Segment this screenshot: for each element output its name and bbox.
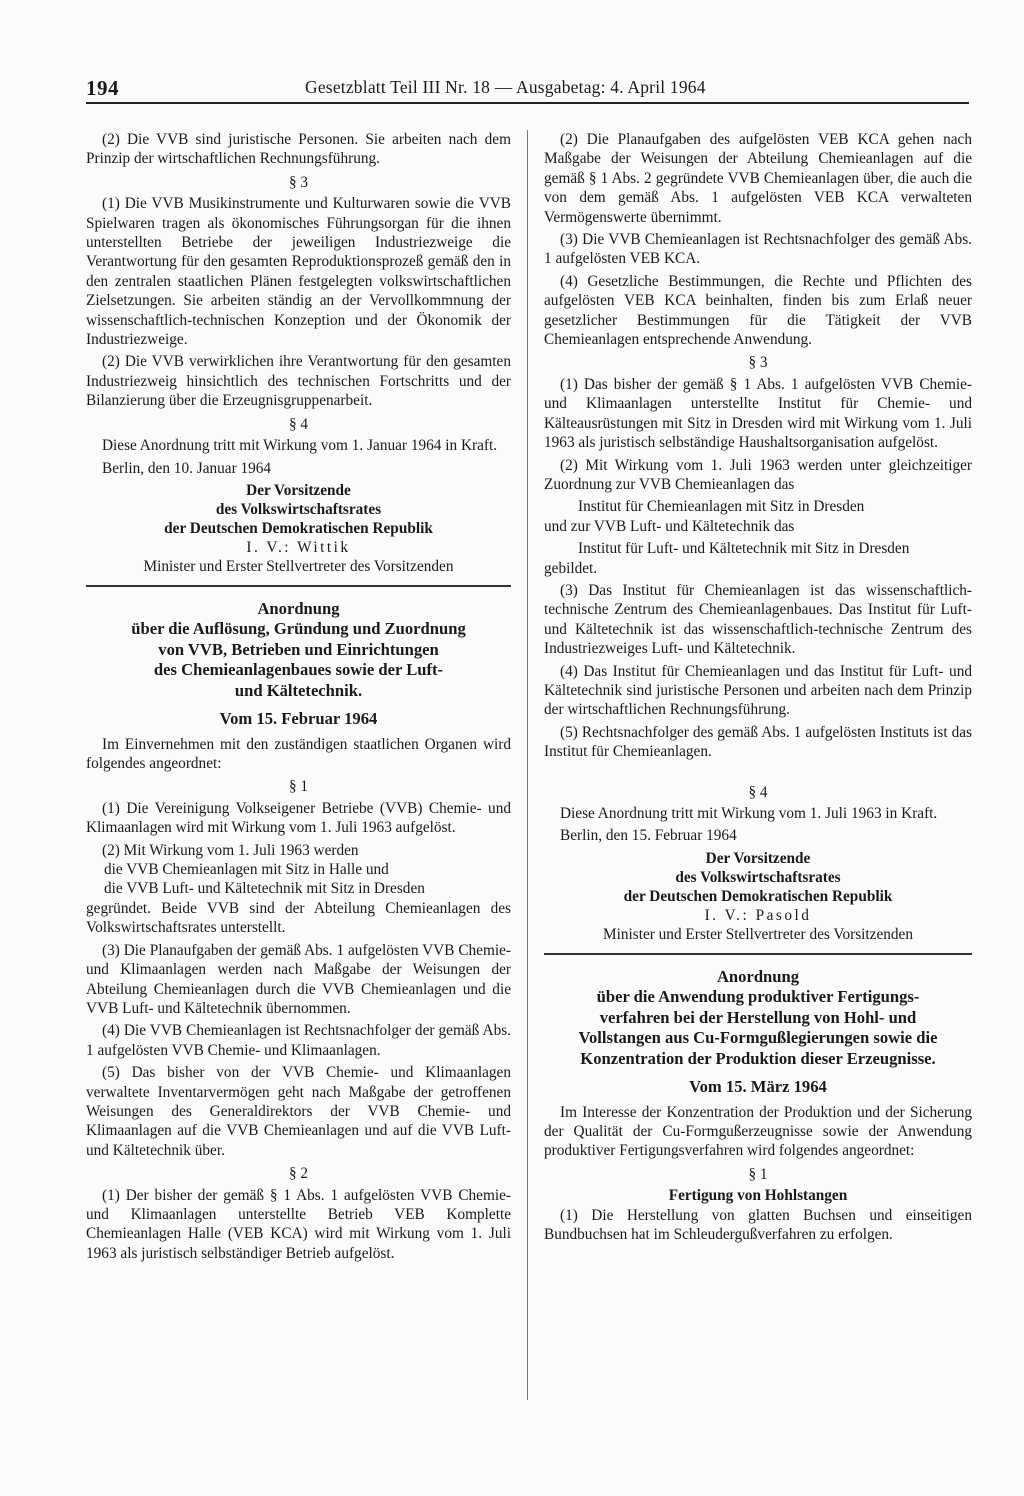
signature-line: der Deutschen Demokratischen Republik (623, 887, 893, 905)
place-date: Berlin, den 10. Januar 1964 (102, 459, 272, 477)
paragraph: gebildet. (544, 559, 598, 577)
page-number: 194 (86, 76, 119, 100)
signature-line: Der Vorsitzende (246, 481, 351, 499)
section-subheading: Fertigung von Hohlstangen (668, 1187, 848, 1205)
ordinance-title: über die Anwendung produktiver Fertigungs- (596, 987, 920, 1007)
indented-line: Institut für Luft- und Kältetechnik mit Sitz in Dresden (578, 540, 910, 558)
ordinance-title: und Kältetechnik. (234, 680, 363, 700)
paragraph: (4) Die VVB Chemieanlagen ist Rechtsnachfolger der gemäß Abs. 1 aufgelösten VVB Chemie- und Klimaanlagen. (86, 1022, 511, 1059)
paragraph: Diese Anordnung tritt mit Wirkung vom 1. Juli 1963 in Kraft. (560, 805, 938, 822)
ordinance-title: von VVB, Betrieben und Einrichtungen (158, 639, 439, 659)
signature-line: der Deutschen Demokratischen Republik (164, 519, 433, 537)
paragraph: (1) Die Herstellung von glatten Buchsen und einseitigen Bundbuchsen hat im Schleudergußverfahren zu erfolgen. (544, 1206, 972, 1243)
paragraph: Im Einvernehmen mit den zuständigen staatlichen Organen wird folgendes angeordnet: (86, 735, 511, 773)
paragraph: (3) Das Institut für Chemieanlagen ist das wissenschaftlich-technische Zentrum des Chemieanlagenbaues. Das Institut für Luft- und Kältetechnik ist das wissenschaftlich-technische Zentrum des Industriezweiges Luft- und Kältetechnik. (544, 581, 972, 658)
section-heading: § 1 (748, 1165, 768, 1183)
section-heading: § 4 (288, 415, 309, 433)
signature-line: des Volkswirtschaftsrates (215, 500, 382, 518)
ordinance-title: Anordnung (257, 598, 340, 618)
place-date: Berlin, den 15. Februar 1964 (560, 827, 737, 845)
paragraph: (5) Das bisher von der VVB Chemie- und Klimaanlagen verwaltete Inventarvermögen geht nach Maßgabe der getroffenen Weisungen des Generaldirektors der VVB Chemie- und Klimaanlagen auf die VVB Chemieanlagen und auf die VVB Luft- und Kältetechnik über. (86, 1064, 511, 1159)
header-rule (86, 102, 969, 104)
section-heading: § 2 (288, 1165, 309, 1183)
paragraph: Diese Anordnung tritt mit Wirkung vom 1. Januar 1964 in Kraft. (102, 437, 498, 455)
paragraph: (2) Mit Wirkung vom 1. Juli 1963 werden (102, 841, 359, 859)
paragraph: (1) Der bisher der gemäß § 1 Abs. 1 aufgelösten VVB Chemie- und Klimaanlagen unterstellte Betrieb VEB Komplette Chemieanlagen Halle (VEB KCA) wird mit Wirkung vom 1. Juli 1963 als juristisch selbständiger Betrieb aufgelöst. (86, 1186, 511, 1262)
paragraph: (4) Gesetzliche Bestimmungen, die Rechte und Pflichten des aufgelösten VEB KCA beinhalten, finden bis zum Erlaß neuer gesetzlicher Bestimmungen für die Tätigkeit der VVB Chemieanlagen entsprechende Anwendung. (544, 272, 972, 349)
section-rule (86, 585, 511, 587)
paragraph: (4) Das Institut für Chemieanlagen und das Institut für Luft- und Kältetechnik sind juristische Personen und arbeiten nach dem Prinzip der wirtschaftlichen Rechnungsführung. (544, 662, 972, 719)
paragraph: (1) Die Vereinigung Volkseigener Betriebe (VVB) Chemie- und Klimaanlagen wird mit Wirkung vom 1. Juli 1963 aufgelöst. (86, 799, 511, 837)
paragraph: (2) Mit Wirkung vom 1. Juli 1963 werden unter gleichzeitiger Zuordnung zur VVB Chemieanlagen das (544, 456, 972, 493)
ordinance-title: Vollstangen aus Cu-Formgußlegierungen sowie die (578, 1028, 938, 1048)
column-divider (527, 130, 528, 1400)
paragraph: (1) Das bisher der gemäß § 1 Abs. 1 aufgelösten VVB Chemie- und Klimaanlagen unterstellte Institut für Chemie- und Kälteausrüstungen mit Sitz in Dresden wird mit Wirkung vom 1. Juli 1963 als juristisch selbständige Haushaltsorganisation aufgelöst. (544, 375, 972, 452)
signature-line: des Volkswirtschaftsrates (675, 868, 841, 886)
ordinance-title: verfahren bei der Herstellung von Hohl- und (599, 1007, 917, 1027)
signatory: I. V.: Pasold (704, 906, 812, 924)
right-column (544, 130, 972, 1247)
ordinance-date: Vom 15. März 1964 (689, 1077, 827, 1097)
ordinance-title: Konzentration der Produktion dieser Erzeugnisse. (580, 1048, 936, 1068)
ordinance-date: Vom 15. Februar 1964 (219, 709, 378, 729)
paragraph: und zur VVB Luft- und Kältetechnik das (544, 517, 795, 535)
section-heading: § 3 (748, 354, 768, 372)
paragraph: gegründet. Beide VVB sind der Abteilung Chemieanlagen des Volkswirtschaftsrates unterstellt. (86, 899, 511, 937)
indented-line: die VVB Luft- und Kältetechnik mit Sitz in Dresden (104, 880, 425, 898)
ordinance-title: des Chemieanlagenbaues sowie der Luft- (153, 660, 444, 680)
signatory: I. V.: Wittik (246, 538, 351, 556)
indented-line: die VVB Chemieanlagen mit Sitz in Halle und (104, 861, 389, 879)
ordinance-title: Anordnung (716, 966, 800, 986)
paragraph: Im Interesse der Konzentration der Produktion und der Sicherung der Qualität der Cu-Formgußerzeugnisse sowie der Anwendung produktiver Fertigungsverfahren wird folgendes angeordnet: (544, 1103, 972, 1160)
paragraph: (1) Die VVB Musikinstrumente und Kulturwaren sowie die VVB Spielwaren tragen als ökonomisches Führungsorgan für die ihnen unterstellten Betriebe der jeweiligen Industriezweige die Verantwortung für den gesamten Reproduktionsprozeß gemäß den in den zentralen staatlichen Plänen festgelegten volkswirtschaftlichen Zielsetzungen. Sie arbeiten ständig an der Vervollkommnung der wissenschaftlich-technischen Konzeption und der Ökonomik der Industriezweige. (86, 195, 511, 349)
section-heading: § 3 (288, 173, 309, 191)
signature-line: Der Vorsitzende (705, 849, 811, 867)
ordinance-title: über die Auflösung, Gründung und Zuordnung (131, 619, 466, 639)
paragraph: (3) Die Planaufgaben der gemäß Abs. 1 aufgelösten VVB Chemie- und Klimaanlagen werden nach Maßgabe der Weisungen der Abteilung Chemieanlagen durch die VVB Chemieanlagen und die VVB Luft- und Kältetechnik übernommen. (86, 941, 511, 1017)
left-column (86, 130, 511, 1266)
paragraph: (5) Rechtsnachfolger des gemäß Abs. 1 aufgelösten Instituts ist das Institut für Chemieanlagen. (544, 723, 972, 761)
section-heading: § 4 (748, 783, 768, 801)
section-heading: § 1 (288, 778, 309, 796)
signatory-title: Minister und Erster Stellvertreter des Vorsitzenden (143, 558, 454, 576)
running-header: Gesetzblatt Teil III Nr. 18 — Ausgabetag: 4. April 1964 (305, 77, 706, 97)
paragraph: (2) Die Planaufgaben des aufgelösten VEB KCA gehen nach Maßgabe der Weisungen der Abteilung Chemieanlagen auf die gemäß § 1 Abs. 2 gegründete VVB Chemieanlagen über, die auch die von dem gemäß Abs. 1 aufgelösten VEB KCA verwalteten Vermögenswerte übernimmt. (544, 131, 972, 226)
indented-line: Institut für Chemieanlagen mit Sitz in Dresden (578, 498, 865, 516)
paragraph: (2) Die VVB sind juristische Personen. Sie arbeiten nach dem Prinzip der wirtschaftlichen Rechnungsführung. (86, 131, 511, 168)
section-rule (544, 953, 972, 955)
paragraph: (2) Die VVB verwirklichen ihre Verantwortung für den gesamten Industriezweig hinsichtlich des technischen Fortschritts und der Bilanzierung über die Erzeugnisgruppenarbeit. (86, 353, 511, 410)
signatory-title: Minister und Erster Stellvertreter des Vorsitzenden (603, 926, 913, 944)
paragraph: (3) Die VVB Chemieanlagen ist Rechtsnachfolger des gemäß Abs. 1 aufgelösten VEB KCA. (544, 231, 972, 268)
